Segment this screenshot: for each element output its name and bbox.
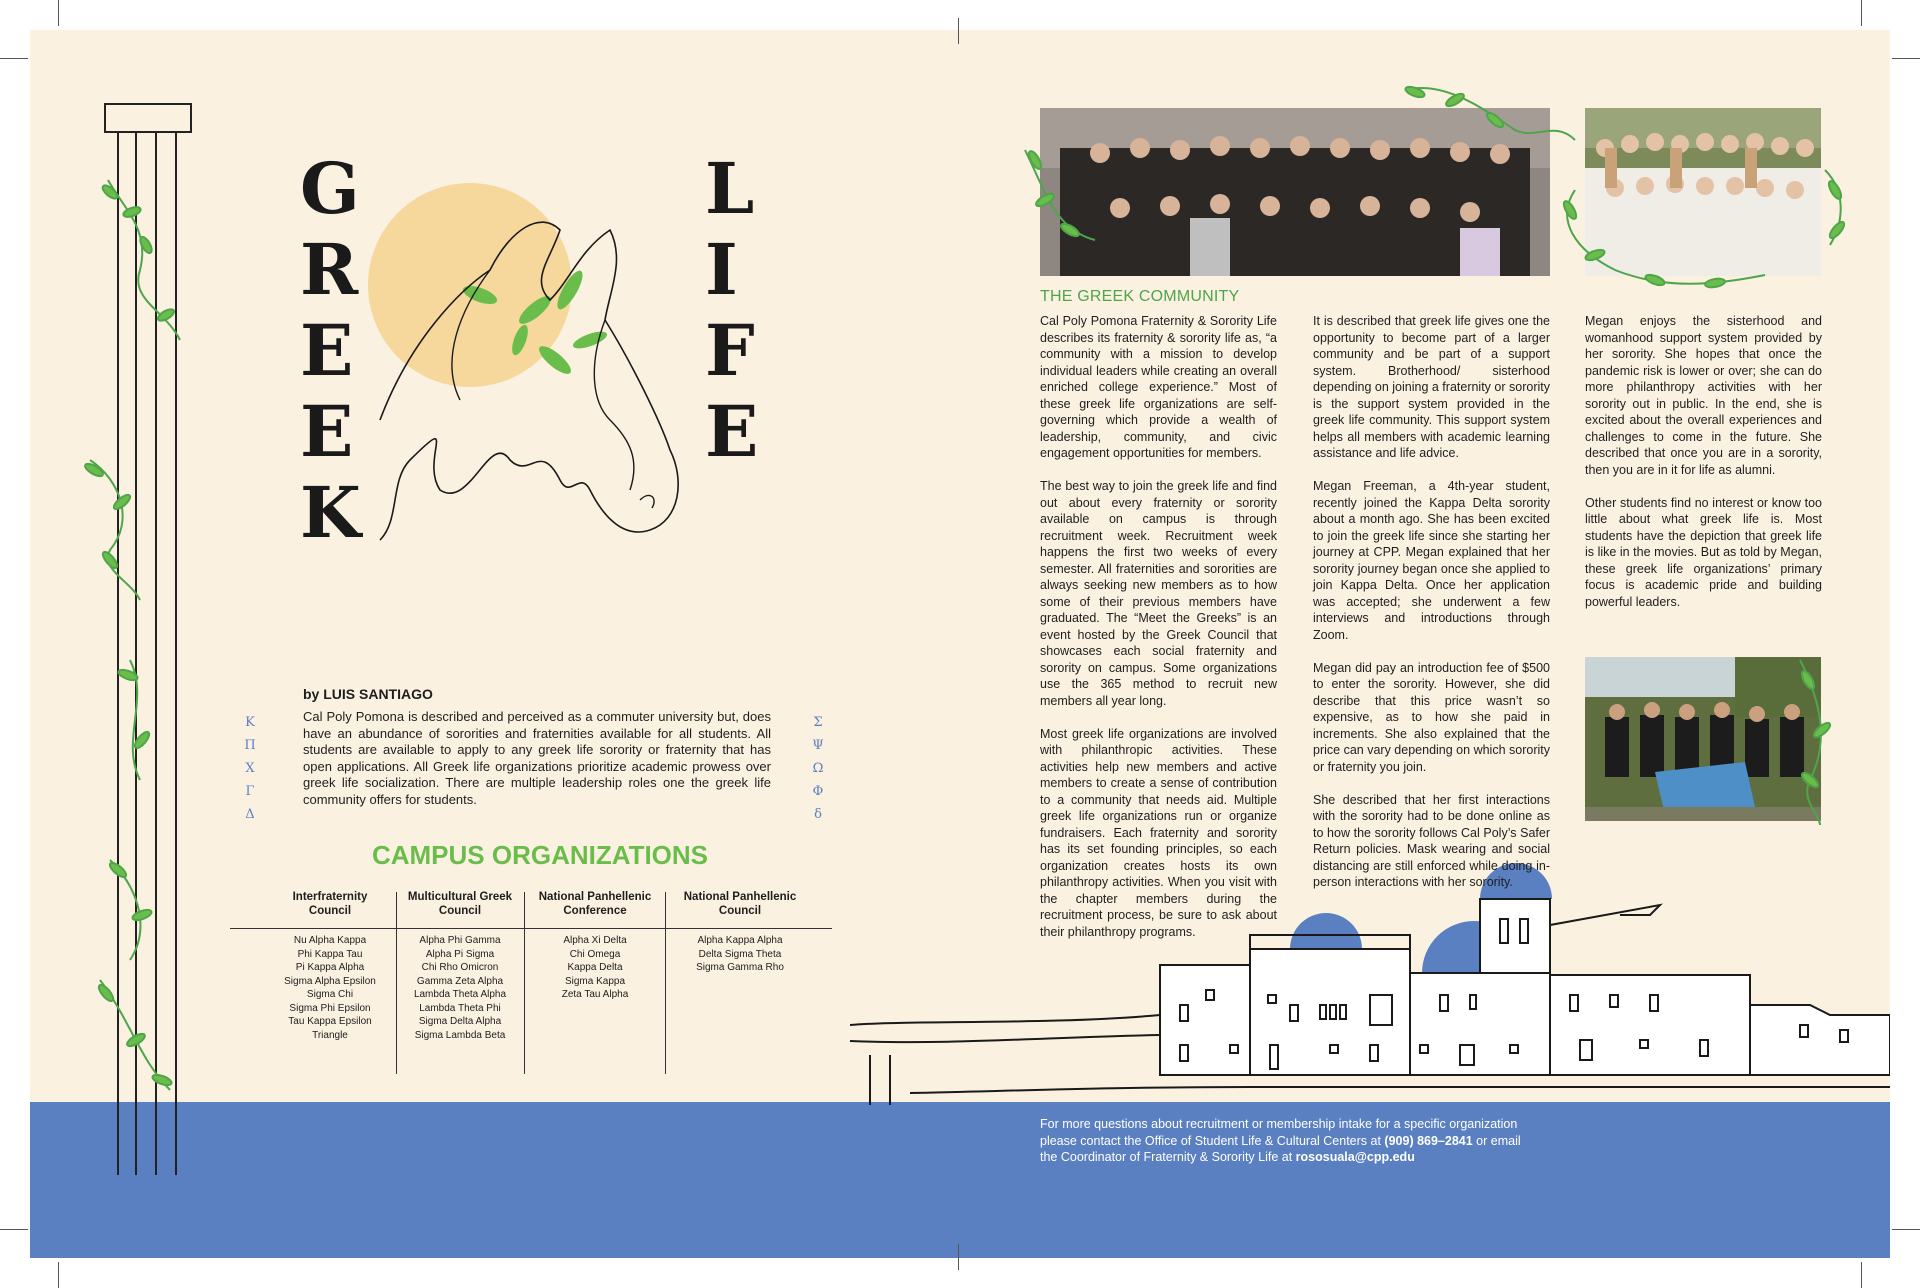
- crop-mark: [0, 58, 28, 59]
- greek-letter: Δ: [245, 807, 255, 822]
- list-item: Alpha Phi Gamma: [419, 935, 501, 946]
- article-column-1: [1040, 313, 1277, 957]
- greek-letter: Χ: [245, 761, 255, 776]
- greek-letter: Π: [244, 738, 256, 753]
- list-item: Chi Rho Omicron: [421, 962, 499, 973]
- section-title: THE GREEK COMMUNITY: [1040, 288, 1240, 305]
- org-column-mgc: [400, 888, 520, 1042]
- org-column-header: Multicultural Greek Council: [407, 891, 513, 917]
- article-column-2: [1313, 313, 1550, 907]
- list-item: Sigma Phi Epsilon: [289, 1002, 371, 1014]
- article-paragraph: The best way to join the greek life and find out about every fraternity or sorority available on campus is through recruitment week. Recruitment week happens the first two weeks of every semester. All fraternities and sororities are always seeking new members as to how some of their previous members have graduated. The “Meet the Greeks” is an event hosted by the Greek Council that showcases each social fraternity and sorority on campus. Some organizations use the 365 method to recruit new members all year long.: [1040, 479, 1277, 708]
- list-item: Delta Sigma Theta: [698, 948, 782, 960]
- table-divider: [524, 892, 525, 1074]
- org-column-npc: [530, 888, 660, 1002]
- crop-mark: [1861, 1262, 1862, 1288]
- crop-mark: [1892, 1229, 1920, 1230]
- article-paragraph: She described that her first interactions with the sorority had to be done online as to how the sorority follows Cal Poly’s Safer Return policies. Mask wearing and social distancing are still enforced while doing in-person interactions with her sorority.: [1313, 792, 1550, 889]
- greek-letter: Ω: [812, 761, 824, 776]
- title-life: [705, 148, 758, 472]
- title-letter: R: [300, 228, 359, 311]
- title-letter: E: [300, 309, 354, 392]
- article-paragraph: Megan Freeman, a 4th-year student, recently joined the Kappa Delta sorority about a month ago. She has been excited to join the greek life since she starting her journey at CPP. Megan explained that her sorority journey began once she applied to join Kappa Delta. Once her application was accepted; she underwent a few interviews and introductions through Zoom.: [1313, 479, 1550, 642]
- list-item: Lambda Theta Alpha: [413, 989, 507, 1000]
- vine-icon: [1780, 650, 1850, 830]
- article-paragraph: Cal Poly Pomona Fraternity & Sorority Life describes its fraternity & sorority life as, “a community with a mission to develop individual leaders while creating an overall enriched college experience.” Most of these greek life organizations are self-governing which provide a wealth of leadership, community, and civic engagement opportunities for members.: [1040, 314, 1277, 460]
- crop-mark: [58, 1262, 59, 1288]
- article-column-3: [1585, 313, 1822, 627]
- title-letter: L: [705, 147, 755, 230]
- footer-text: the Coordinator of Fraternity & Sorority Life at: [1040, 1150, 1296, 1164]
- footer-line: [1040, 1149, 1600, 1166]
- phone-number: (909) 869–2841: [1384, 1133, 1473, 1148]
- greek-letter: δ: [814, 807, 822, 822]
- list-item: Sigma Delta Alpha: [418, 1016, 502, 1027]
- title-letter: E: [705, 390, 759, 473]
- article-paragraph: Other students find no interest or know too little about what greek life is. Most students have the depiction that greek life is like in the movies. But as told by Megan, these greek life organizations’ primary focus is academic pride and building powerful leaders.: [1585, 495, 1822, 609]
- greek-letters-right: [808, 711, 828, 826]
- list-item: Phi Kappa Tau: [297, 948, 363, 960]
- list-item: Alpha Xi Delta: [563, 935, 627, 946]
- list-item: Alpha Kappa Alpha: [697, 935, 783, 946]
- title-greek: [300, 148, 361, 553]
- vine-icon: [83, 180, 180, 1090]
- crop-mark: [1861, 0, 1862, 26]
- article-paragraph: Megan enjoys the sisterhood and womanhood support system provided by her sorority. She hopes that once the pandemic risk is lower or over; she can do more philanthropy activities with her sorority out in public. In the end, she is excited about the overall experiences and challenges to come in the future. She described that once you are in a sorority, then you are in it for life as alumni.: [1585, 314, 1822, 477]
- list-item: Sigma Kappa: [564, 975, 626, 987]
- crop-mark: [958, 1244, 959, 1270]
- org-column-header: National Panhellenic Conference: [538, 891, 652, 917]
- footer-line: For more questions about recruitment or membership intake for a specific organization: [1040, 1117, 1518, 1131]
- intro-paragraph: Cal Poly Pomona is described and perceived as a commuter university but, does have an abundance of sororities and fraternities available for all students. All students are available to apply to any greek life sorority or fraternity that has open applications. All Greek life organizations prioritize academic prowess over greek life socialization. There are multiple leadership roles one the greek life community offers for students.: [303, 709, 771, 807]
- byline: by LUIS SANTIAGO: [303, 686, 433, 702]
- title-letter: K: [300, 471, 361, 554]
- campus-orgs-title: CAMPUS ORGANIZATIONS: [371, 840, 709, 870]
- greek-letters-left: [240, 711, 260, 826]
- article-paragraph: Most greek life organizations are involved with philanthropic activities. These activities help new members and active members to create a sense of contribution to a community that needs aid. Multiple greek life organizations run or organize fundraisers. Each fraternity and sorority has its set founding principles, so each organization creates hosts its own philanthropy activities. When you visit with the chapter members during the recruitment process, be sure to ask about their philanthropy programs.: [1040, 726, 1277, 939]
- vine-icon: [1015, 80, 1875, 320]
- column-icon: [80, 100, 210, 1180]
- greek-letter: Ψ: [812, 738, 824, 753]
- greek-letter: Κ: [245, 715, 255, 730]
- table-divider: [396, 892, 397, 1074]
- footer-band: [30, 1102, 1890, 1258]
- org-column-ifc: [270, 888, 390, 1042]
- crop-mark: [0, 1229, 28, 1230]
- list-item: Zeta Tau Alpha: [561, 989, 629, 1000]
- footer-text: please contact the Office of Student Life & Cultural Centers at: [1040, 1133, 1385, 1148]
- org-column-header: National Panhellenic Council: [683, 891, 797, 917]
- horse-line-art-icon: [340, 160, 740, 640]
- email-link[interactable]: rososuala@cpp.edu: [1295, 1150, 1415, 1164]
- title-letter: I: [705, 228, 738, 311]
- footer-text: or email: [1472, 1133, 1521, 1148]
- list-item: Nu Alpha Kappa: [293, 935, 367, 946]
- list-item: Triangle: [312, 1029, 348, 1041]
- list-item: Chi Omega: [569, 948, 621, 960]
- greek-letter: Φ: [812, 784, 824, 799]
- list-item: Kappa Delta: [567, 962, 623, 973]
- footer-line: [1040, 1133, 1600, 1150]
- title-letter: F: [705, 309, 755, 392]
- crop-mark: [58, 0, 59, 26]
- list-item: Gamma Zeta Alpha: [416, 975, 504, 987]
- list-item: Alpha Pi Sigma: [425, 948, 495, 960]
- table-divider: [665, 892, 666, 1074]
- list-item: Lambda Theta Phi: [419, 1002, 501, 1014]
- list-item: Tau Kappa Epsilon: [288, 1016, 372, 1027]
- title-letter: G: [300, 147, 360, 230]
- org-column-nphc: [670, 888, 810, 975]
- greek-letter: Γ: [245, 784, 255, 799]
- crop-mark: [958, 18, 959, 44]
- title-letter: E: [300, 390, 354, 473]
- list-item: Pi Kappa Alpha: [295, 962, 365, 973]
- article-paragraph: It is described that greek life gives one the opportunity to become part of a larger community and be part of a support system. Brotherhood/ sisterhood depending on joining a fraternity or sorority is the support system provided in the greek life community. This support system helps all members with academic learning assistance and life advice.: [1313, 314, 1550, 460]
- list-item: Sigma Chi: [306, 989, 354, 1000]
- article-paragraph: Megan did pay an introduction fee of $500 to enter the sorority. However, she did describe that this price wasn’t so expensive, as to how she paid in increments. She also explained that the price can vary depending on which sorority or fraternity you join.: [1313, 660, 1550, 774]
- list-item: Sigma Lambda Beta: [414, 1029, 506, 1041]
- footer-contact: [1040, 1116, 1600, 1166]
- crop-mark: [1892, 58, 1920, 59]
- list-item: Sigma Alpha Epsilon: [284, 975, 376, 987]
- list-item: Sigma Gamma Rho: [696, 962, 784, 973]
- greek-letter: Σ: [813, 715, 823, 730]
- org-column-header: Interfraternity Council: [292, 891, 368, 917]
